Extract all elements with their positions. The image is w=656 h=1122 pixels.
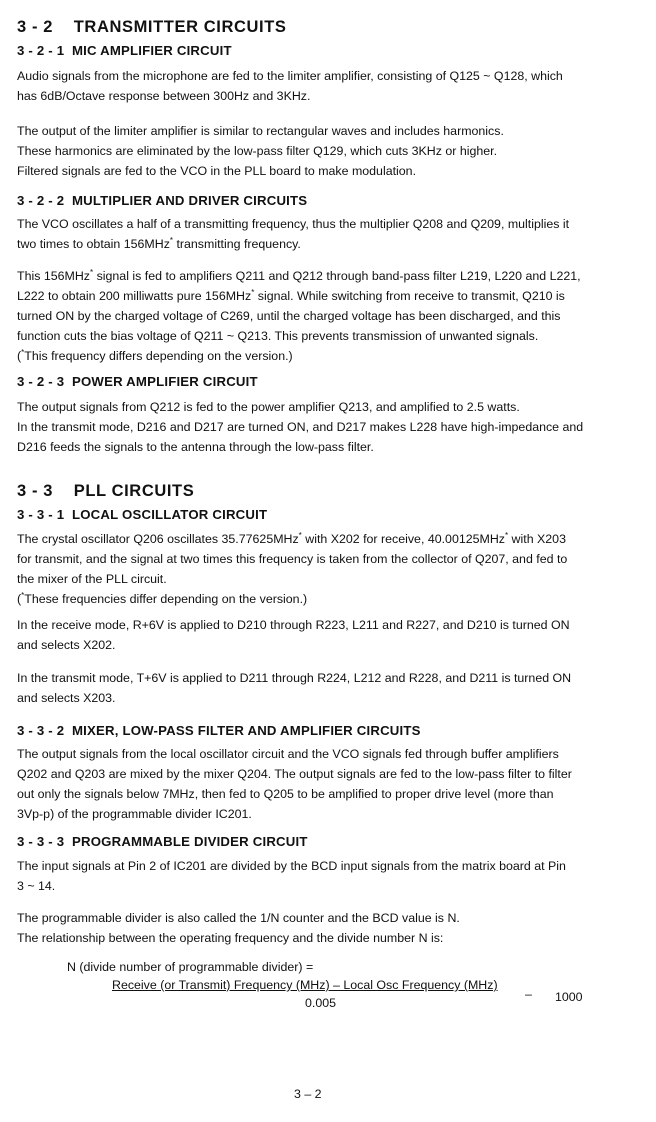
text-line: These harmonics are eliminated by the low-pass filter Q129, which cuts 3KHz or higher. [17, 144, 498, 158]
text-line: The output signals from the local oscillator circuit and the VCO signals fed through buffer amplifiers [17, 747, 559, 761]
text-line: Q202 and Q203 are mixed by the mixer Q204. The output signals are fed to the low-pass filter to filter [17, 767, 572, 781]
page-number: 3 – 2 [294, 1087, 322, 1101]
paragraph-3-3-2-a [17, 744, 629, 824]
subsection-heading-3-3-3: 3 - 3 - 3 PROGRAMMABLE DIVIDER CIRCUIT [17, 834, 308, 849]
paragraph-3-3-1-c [17, 668, 629, 708]
text-line: out only the signals below 7MHz, then fed to Q205 to be amplified to proper drive level (more than [17, 787, 554, 801]
text-line: Filtered signals are fed to the VCO in the PLL board to make modulation. [17, 164, 417, 178]
text-line: The programmable divider is also called the 1/N counter and the BCD value is N. [17, 911, 460, 925]
paragraph-3-3-3-b [17, 908, 629, 948]
subsection-heading-3-2-1: 3 - 2 - 1 MIC AMPLIFIER CIRCUIT [17, 43, 232, 58]
text-line: The output signals from Q212 is fed to the power amplifier Q213, and amplified to 2.5 watts. [17, 400, 520, 414]
formula-label: N (divide number of programmable divider) = [67, 960, 314, 974]
footnote-asterisk: * [251, 287, 255, 297]
text-line: In the transmit mode, T+6V is applied to D211 through R224, L212 and R228, and D211 is turned ON [17, 671, 572, 685]
paragraph-3-2-2-a [17, 214, 629, 254]
formula-minus-operator: – [525, 987, 532, 1001]
text-line: The crystal oscillator Q206 oscillates 35.77625MHz* with X202 for receive, 40.00125MHz* with X203 [17, 530, 566, 546]
paragraph-3-3-3-a [17, 856, 629, 896]
text-line: The relationship between the operating frequency and the divide number N is: [17, 931, 444, 945]
subsection-heading-3-3-2: 3 - 3 - 2 MIXER, LOW-PASS FILTER AND AMPLIFIER CIRCUITS [17, 723, 421, 738]
text-line: (*These frequencies differ depending on the version.) [17, 590, 308, 606]
text-line: L222 to obtain 200 milliwatts pure 156MHz* signal. While switching from receive to transmit, Q210 is [17, 287, 565, 303]
formula-numerator: Receive (or Transmit) Frequency (MHz) – Local Osc Frequency (MHz) [112, 978, 498, 992]
text-line: the mixer of the PLL circuit. [17, 572, 167, 586]
paragraph-3-2-1-b [17, 121, 629, 181]
text-line: In the transmit mode, D216 and D217 are turned ON, and D217 makes L228 have high-impedance and [17, 420, 584, 434]
footnote-asterisk: * [21, 590, 25, 600]
text-line: and selects X203. [17, 691, 116, 705]
text-line: The VCO oscillates a half of a transmitting frequency, thus the multiplier Q208 and Q209, multiplies it [17, 217, 570, 231]
text-line: 3 ~ 14. [17, 879, 56, 893]
text-line: function cuts the bias voltage of Q211 ~ Q213. This prevents transmission of unwanted signals. [17, 329, 539, 343]
subsection-heading-3-2-2: 3 - 2 - 2 MULTIPLIER AND DRIVER CIRCUITS [17, 193, 308, 208]
text-line: The input signals at Pin 2 of IC201 are divided by the BCD input signals from the matrix board at Pin [17, 859, 566, 873]
text-line: has 6dB/Octave response between 300Hz and 3KHz. [17, 89, 311, 103]
subsection-heading-3-2-3: 3 - 2 - 3 POWER AMPLIFIER CIRCUIT [17, 374, 258, 389]
footnote-asterisk: * [504, 530, 509, 540]
text-line: Audio signals from the microphone are fed to the limiter amplifier, consisting of Q125 ~ Q128, which [17, 69, 563, 83]
footnote-asterisk: * [90, 267, 94, 277]
paragraph-3-2-1-a [17, 66, 629, 106]
formula-denominator: 0.005 [305, 996, 337, 1010]
text-line: for transmit, and the signal at two times this frequency is taken from the collector of Q207, and fed to [17, 552, 568, 566]
text-line: two times to obtain 156MHz* transmitting frequency. [17, 235, 301, 251]
footnote-asterisk: * [298, 530, 302, 540]
section-heading-3-3: 3 - 3 PLL CIRCUITS [17, 482, 195, 500]
text-line: (*This frequency differs depending on the version.) [17, 347, 293, 363]
text-line: In the receive mode, R+6V is applied to D210 through R223, L211 and R227, and D210 is turned ON [17, 618, 570, 632]
text-line: and selects X202. [17, 638, 116, 652]
text-line: turned ON by the charged voltage of C269, until the charged voltage has been discharged, and this [17, 309, 561, 323]
footnote-asterisk: * [169, 235, 174, 245]
paragraph-3-3-1-b [17, 615, 629, 655]
paragraph-3-2-2-b [17, 266, 629, 366]
paragraph-3-2-3-a [17, 397, 629, 457]
formula-constant: 1000 [555, 990, 583, 1004]
text-line: 3Vp-p) of the programmable divider IC201. [17, 807, 252, 821]
text-line: This 156MHz* signal is fed to amplifiers Q211 and Q212 through band-pass filter L219, L220 and L221, [17, 267, 581, 283]
section-heading-3-2: 3 - 2 TRANSMITTER CIRCUITS [17, 18, 287, 36]
subsection-heading-3-3-1: 3 - 3 - 1 LOCAL OSCILLATOR CIRCUIT [17, 507, 268, 522]
paragraph-3-3-1-a [17, 529, 629, 609]
text-line: The output of the limiter amplifier is similar to rectangular waves and includes harmonics. [17, 124, 504, 138]
text-line: D216 feeds the signals to the antenna through the low-pass filter. [17, 440, 374, 454]
footnote-asterisk: * [21, 347, 25, 357]
